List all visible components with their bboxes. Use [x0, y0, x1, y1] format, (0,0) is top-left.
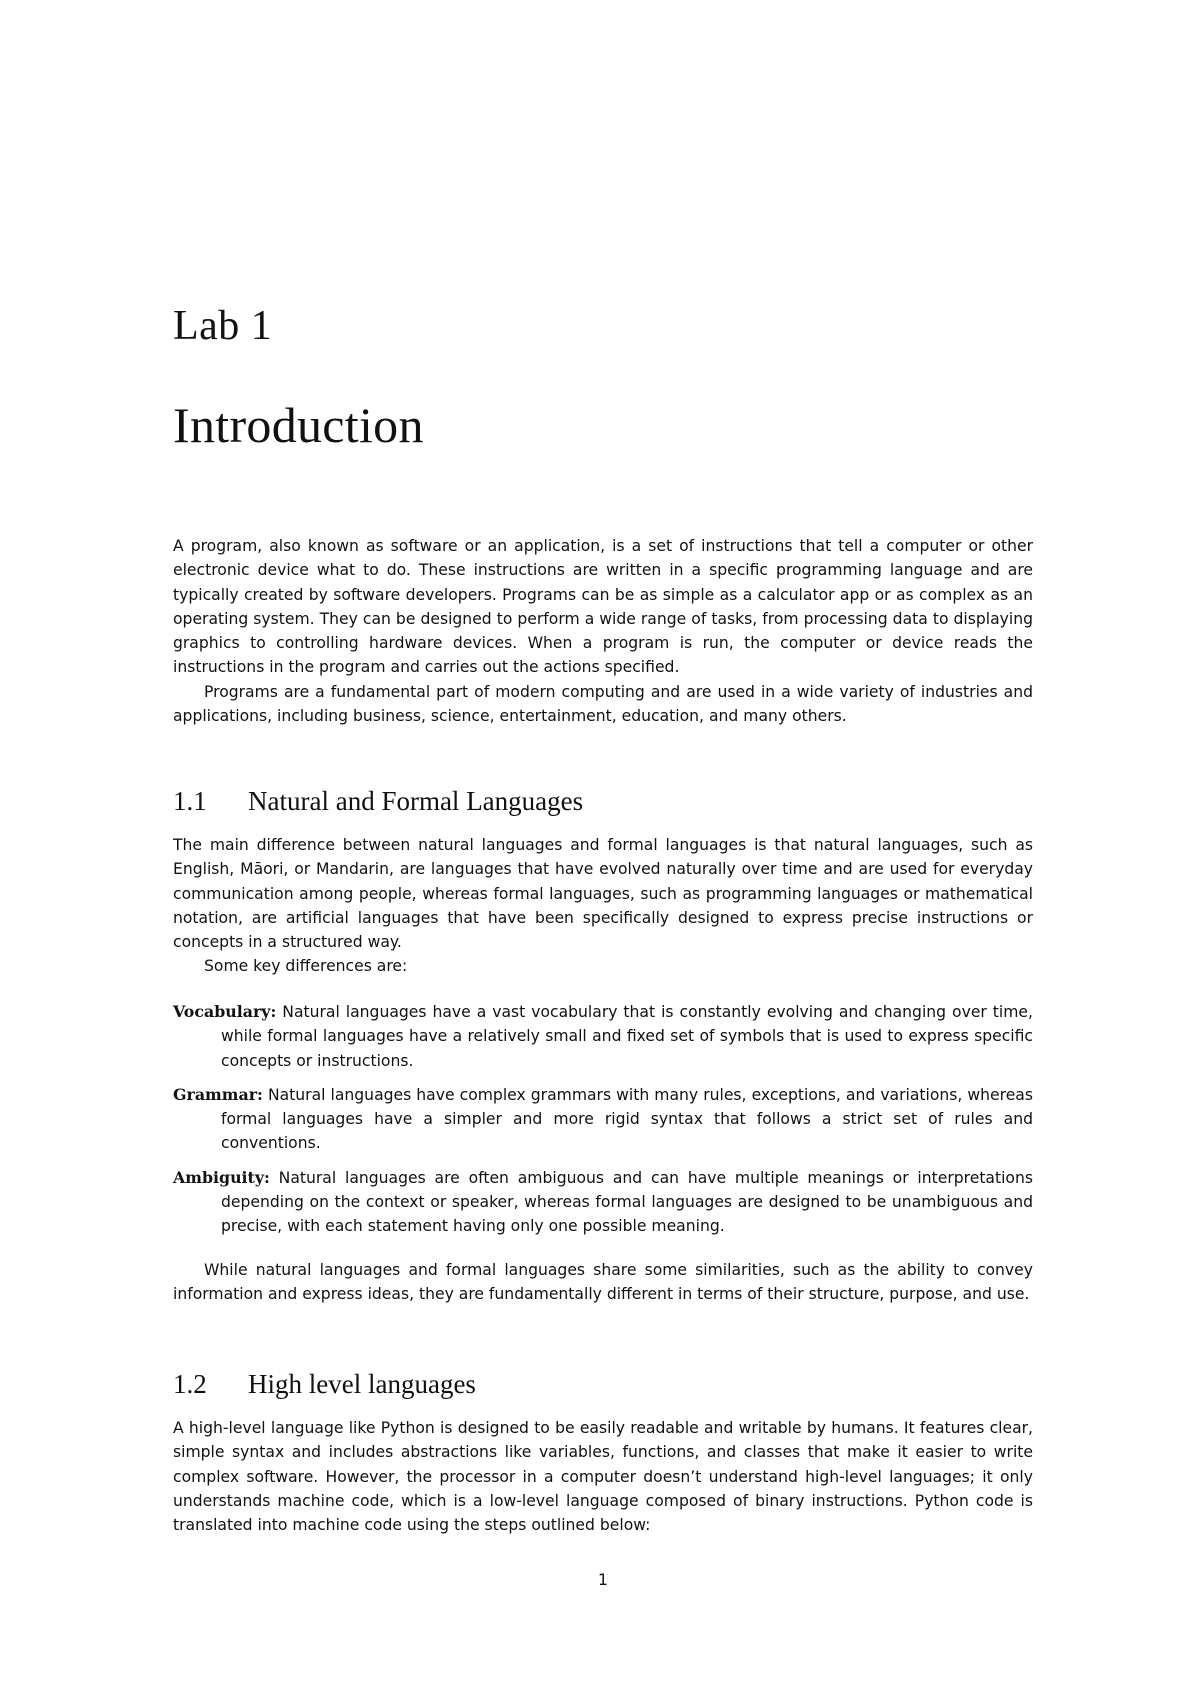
- section-heading-1-2: [173, 1371, 476, 1398]
- chapter-label: Lab 1: [173, 303, 273, 349]
- body-paragraph: Some key differences are:: [204, 957, 408, 976]
- body-paragraph: While natural languages and formal languages share some similarities, such as the ability to convey information and express ideas, they are fundamentally different in terms of their structure, purpose, and use.: [173, 1261, 1033, 1304]
- body-paragraph: A high-level language like Python is designed to be easily readable and writable by humans. It features clear, simple syntax and includes abstractions like variables, functions, and classes that make it easier to write complex software. However, the processor in a computer doesn’t understand high-level languages; it only understands machine code, which is a low-level language composed of binary instructions. Python code is translated into machine code using the steps outlined below:: [173, 1419, 1033, 1535]
- intro-paragraph: Programs are a fundamental part of modern computing and are used in a wide variety of industries and applications, including business, science, entertainment, education, and many others.: [173, 682, 1033, 726]
- description-item: [173, 1166, 1033, 1239]
- section-heading-1-1: [173, 788, 583, 815]
- description-text: Natural languages are often ambiguous and can have multiple meanings or interpretations depending on the context or speaker, whereas formal languages are designed to be unambiguous and precise, with each statement having only one possible meaning.: [221, 1168, 1033, 1236]
- section-1-1-closing: [173, 1258, 1033, 1307]
- section-1-2-body: [173, 1416, 1033, 1537]
- description-text: Natural languages have complex grammars with many rules, exceptions, and variations, whereas formal languages have a simpler and more rigid syntax that follows a strict set of rules and conventions.: [221, 1085, 1033, 1153]
- intro-paragraph: A program, also known as software or an application, is a set of instructions that tell a computer or other electronic device what to do. These instructions are written in a specific programming language and are typically created by software developers. Programs can be as simple as a calculator app or as complex as an operating system. They can be designed to perform a wide range of tasks, from processing data to displaying graphics to controlling hardware devices. When a program is run, the computer or device reads the instructions in the program and carries out the actions specified.: [173, 537, 1033, 677]
- section-number: 1.2: [173, 1369, 207, 1399]
- description-item: [173, 1083, 1033, 1156]
- description-term: Vocabulary:: [173, 1002, 277, 1021]
- section-number: 1.1: [173, 786, 207, 816]
- chapter-title: Introduction: [173, 397, 424, 453]
- document-page: [173, 0, 1033, 1696]
- description-term: Ambiguity:: [173, 1167, 270, 1187]
- page-number: 1: [598, 1571, 608, 1589]
- section-title: High level languages: [248, 1369, 476, 1399]
- section-1-1-body: [173, 833, 1033, 979]
- description-term: Grammar:: [173, 1084, 263, 1104]
- description-list: [173, 1000, 1033, 1249]
- body-paragraph: The main difference between natural languages and formal languages is that natural languages, such as English, Māori, or Mandarin, are languages that have evolved naturally over time and are used for everyday communication among people, whereas formal languages, such as programming languages or mathematical notation, are artificial languages that have been specifically designed to express precise instructions or concepts in a structured way.: [173, 836, 1033, 952]
- description-text: Natural languages have a vast vocabulary that is constantly evolving and changing over time, while formal languages have a relatively small and fixed set of symbols that is used to express specific concepts or instructions.: [221, 1003, 1033, 1070]
- intro-section: [173, 534, 1033, 728]
- description-item: [173, 1000, 1033, 1073]
- section-title: Natural and Formal Languages: [248, 786, 584, 816]
